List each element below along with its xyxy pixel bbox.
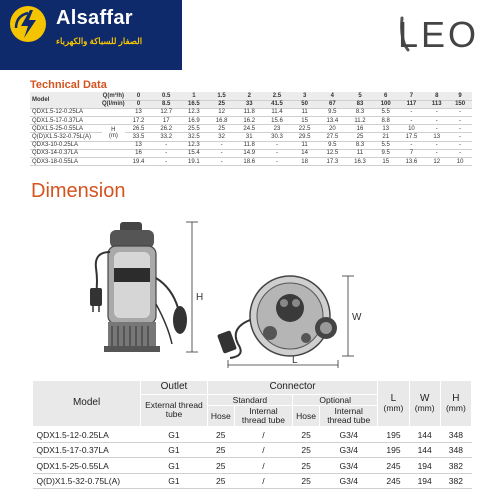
table-row bbox=[33, 442, 472, 458]
table-cell: - bbox=[448, 117, 472, 125]
table-cell: 22.5 bbox=[291, 125, 319, 133]
table-cell bbox=[102, 141, 125, 149]
table-cell bbox=[102, 149, 125, 157]
table-cell: 19.4 bbox=[125, 158, 153, 166]
table-cell: 17.5 bbox=[398, 133, 426, 141]
model-name: QDX1.5-25-0.55LA bbox=[30, 125, 102, 133]
flow-value: 2 bbox=[235, 92, 263, 100]
flow-value: 100 bbox=[374, 100, 398, 108]
table-cell: 23 bbox=[263, 125, 291, 133]
h-dimension-line bbox=[186, 222, 198, 352]
flow-value: 9 bbox=[448, 92, 472, 100]
table-cell: - bbox=[152, 158, 180, 166]
table-row bbox=[30, 117, 472, 125]
model-name: QDX3-14-0.37LA bbox=[30, 149, 102, 157]
table-cell: 25 bbox=[207, 427, 234, 443]
table-cell: 31 bbox=[235, 133, 263, 141]
table-cell: 33.5 bbox=[125, 133, 153, 141]
table-cell: 16.8 bbox=[208, 117, 236, 125]
table-cell: 16.3 bbox=[346, 158, 374, 166]
flow-value: 3 bbox=[291, 92, 319, 100]
table-cell: 32.5 bbox=[180, 133, 208, 141]
table-cell: - bbox=[263, 141, 291, 149]
dim-connector-header: Connector bbox=[207, 381, 378, 395]
table-cell: 16.9 bbox=[180, 117, 208, 125]
w-label: W bbox=[352, 312, 362, 323]
table-cell: 26.5 bbox=[125, 125, 153, 133]
table-cell: 25.5 bbox=[180, 125, 208, 133]
table-cell: 348 bbox=[440, 442, 471, 458]
table-cell: 10 bbox=[448, 158, 472, 166]
table-cell: 348 bbox=[440, 427, 471, 443]
dim-h-header: H (mm) bbox=[440, 381, 471, 427]
flow-value: 0 bbox=[125, 100, 153, 108]
table-row bbox=[33, 427, 472, 443]
flow-value: 25 bbox=[208, 100, 236, 108]
table-cell: / bbox=[234, 427, 292, 443]
table-cell: G1 bbox=[141, 458, 208, 474]
table-cell: - bbox=[448, 108, 472, 116]
table-cell: 194 bbox=[409, 473, 440, 489]
dim-outlet-sub-header: External thread tube bbox=[141, 394, 208, 427]
table-cell: 8.3 bbox=[346, 141, 374, 149]
brand-logo-icon bbox=[10, 6, 46, 42]
table-cell: 382 bbox=[440, 458, 471, 474]
table-cell: - bbox=[398, 108, 426, 116]
table-cell: 11 bbox=[291, 141, 319, 149]
flow-value: 8.5 bbox=[152, 100, 180, 108]
flow-value: 1.5 bbox=[208, 92, 236, 100]
table-cell: - bbox=[425, 108, 448, 116]
table-cell: 13 bbox=[125, 141, 153, 149]
table-cell: 11 bbox=[346, 149, 374, 157]
table-cell: - bbox=[448, 149, 472, 157]
table-cell bbox=[102, 108, 125, 116]
table-cell: G3/4 bbox=[320, 427, 378, 443]
table-row bbox=[30, 133, 472, 141]
table-cell: 29.5 bbox=[291, 133, 319, 141]
table-cell: 144 bbox=[409, 427, 440, 443]
flow-value: 8 bbox=[425, 92, 448, 100]
flow-unit-label: Q(l/min) bbox=[102, 101, 125, 108]
brand-tagline: الصفار للسباكة والكهرباء bbox=[56, 36, 143, 46]
flow-value: 7 bbox=[398, 92, 426, 100]
table-cell: 11.2 bbox=[346, 117, 374, 125]
table-cell: 9.5 bbox=[318, 141, 346, 149]
flow-value: 5 bbox=[346, 92, 374, 100]
model-name: QDX1.5-12-0.25LA bbox=[33, 427, 141, 443]
dim-optional-header: Optional bbox=[293, 394, 378, 406]
table-cell: 195 bbox=[378, 427, 409, 443]
table-cell: - bbox=[448, 133, 472, 141]
table-cell: / bbox=[234, 458, 292, 474]
table-cell: 25 bbox=[293, 458, 320, 474]
model-name: Q(D)X1.5-32-0.75L(A) bbox=[33, 473, 141, 489]
brand-name: Alsaffar bbox=[56, 7, 133, 29]
table-cell: 17.3 bbox=[318, 158, 346, 166]
table-cell: - bbox=[398, 117, 426, 125]
dim-outlet-header: Outlet bbox=[141, 381, 208, 395]
table-cell: 18.6 bbox=[235, 158, 263, 166]
model-name: QDX1.5-25-0.55LA bbox=[33, 458, 141, 474]
model-name: QDX3-10-0.25LA bbox=[30, 141, 102, 149]
table-cell: 13.6 bbox=[398, 158, 426, 166]
table-cell: 8.8 bbox=[374, 117, 398, 125]
table-cell: 17.2 bbox=[125, 117, 153, 125]
table-cell: - bbox=[152, 141, 180, 149]
table-cell: G3/4 bbox=[320, 442, 378, 458]
table-cell: - bbox=[448, 125, 472, 133]
table-cell: 18 bbox=[291, 158, 319, 166]
l-label: L bbox=[292, 355, 298, 366]
table-cell: 27.5 bbox=[318, 133, 346, 141]
technical-data-table bbox=[30, 92, 472, 166]
table-cell: 12.3 bbox=[180, 108, 208, 116]
tech-header-row bbox=[30, 92, 472, 100]
pump-dimension-drawing bbox=[80, 208, 380, 368]
table-cell: 11.4 bbox=[263, 108, 291, 116]
dim-internal-header-optional: Internal thread tube bbox=[320, 406, 378, 427]
table-cell: / bbox=[234, 473, 292, 489]
table-cell: 11.8 bbox=[235, 141, 263, 149]
table-cell: 13 bbox=[374, 125, 398, 133]
table-cell: 12.7 bbox=[152, 108, 180, 116]
dim-standard-header: Standard bbox=[207, 394, 292, 406]
table-cell: 194 bbox=[409, 458, 440, 474]
table-row bbox=[30, 125, 472, 133]
table-cell: - bbox=[425, 149, 448, 157]
table-cell: G1 bbox=[141, 442, 208, 458]
table-cell: 25 bbox=[346, 133, 374, 141]
table-cell: 30.3 bbox=[263, 133, 291, 141]
dim-w-header: W (mm) bbox=[409, 381, 440, 427]
table-cell: 15.4 bbox=[180, 149, 208, 157]
table-row bbox=[33, 458, 472, 474]
flow-value: 1 bbox=[180, 92, 208, 100]
table-cell: - bbox=[448, 141, 472, 149]
table-cell: 33.2 bbox=[152, 133, 180, 141]
flow-value: 33 bbox=[235, 100, 263, 108]
tech-model-header: Model bbox=[30, 92, 102, 108]
flow-value: 16.5 bbox=[180, 100, 208, 108]
table-cell: - bbox=[263, 149, 291, 157]
flow-value: 6 bbox=[374, 92, 398, 100]
table-cell: - bbox=[152, 149, 180, 157]
table-cell: 15 bbox=[374, 158, 398, 166]
table-cell: 13 bbox=[125, 108, 153, 116]
table-cell: 20 bbox=[318, 125, 346, 133]
flow-value: 2.5 bbox=[263, 92, 291, 100]
technical-data-title: Technical Data bbox=[30, 79, 107, 91]
table-row bbox=[33, 473, 472, 489]
flow-value: 67 bbox=[318, 100, 346, 108]
table-cell: 25 bbox=[207, 473, 234, 489]
table-row bbox=[30, 108, 472, 116]
table-cell: 15.6 bbox=[263, 117, 291, 125]
table-cell: 16 bbox=[346, 125, 374, 133]
dim-internal-header: Internal thread tube bbox=[234, 406, 292, 427]
l-dimension-line bbox=[228, 360, 338, 368]
table-cell: G3/4 bbox=[320, 458, 378, 474]
model-name: QDX1.5-17-0.37LA bbox=[30, 117, 102, 125]
table-row bbox=[30, 149, 472, 157]
table-cell: G1 bbox=[141, 473, 208, 489]
table-cell bbox=[102, 117, 125, 125]
table-cell: 382 bbox=[440, 473, 471, 489]
table-cell: 13.4 bbox=[318, 117, 346, 125]
table-cell: 195 bbox=[378, 442, 409, 458]
table-cell: 5.5 bbox=[374, 108, 398, 116]
pump-top-view bbox=[217, 276, 337, 358]
table-cell: - bbox=[398, 141, 426, 149]
table-cell: 15 bbox=[291, 117, 319, 125]
table-cell: 25 bbox=[293, 473, 320, 489]
table-cell: 14.9 bbox=[235, 149, 263, 157]
table-cell: 25 bbox=[293, 442, 320, 458]
table-cell: / bbox=[234, 442, 292, 458]
table-cell: 11 bbox=[291, 108, 319, 116]
flow-value: 4 bbox=[318, 92, 346, 100]
table-cell: - bbox=[263, 158, 291, 166]
table-cell: - bbox=[425, 141, 448, 149]
table-cell: 8.3 bbox=[346, 108, 374, 116]
table-cell: 144 bbox=[409, 442, 440, 458]
table-cell: 25 bbox=[207, 442, 234, 458]
table-cell: 12.3 bbox=[180, 141, 208, 149]
table-cell: 7 bbox=[398, 149, 426, 157]
flow-value: 150 bbox=[448, 100, 472, 108]
table-cell: G3/4 bbox=[320, 473, 378, 489]
flow-unit-label: Q(m³/h) bbox=[102, 92, 124, 99]
table-cell: 9.5 bbox=[374, 149, 398, 157]
table-cell: 25 bbox=[208, 125, 236, 133]
table-cell: 12 bbox=[208, 108, 236, 116]
table-row bbox=[30, 158, 472, 166]
table-cell: 25 bbox=[207, 458, 234, 474]
table-cell: 245 bbox=[378, 458, 409, 474]
table-cell: 25 bbox=[293, 427, 320, 443]
brand-banner bbox=[0, 0, 182, 70]
table-cell: - bbox=[208, 158, 236, 166]
dimension-title: Dimension bbox=[31, 180, 126, 202]
table-cell: 32 bbox=[208, 133, 236, 141]
table-cell: 21 bbox=[374, 133, 398, 141]
table-cell: 26.2 bbox=[152, 125, 180, 133]
table-cell: - bbox=[425, 125, 448, 133]
table-cell: - bbox=[208, 141, 236, 149]
dim-model-header: Model bbox=[33, 381, 141, 427]
model-name: QDX1.5-17-0.37LA bbox=[33, 442, 141, 458]
table-row bbox=[30, 141, 472, 149]
table-cell: 11.8 bbox=[235, 108, 263, 116]
flow-value: 0 bbox=[125, 92, 153, 100]
table-cell: 10 bbox=[398, 125, 426, 133]
dim-hose-header-optional: Hose bbox=[293, 406, 320, 427]
table-cell: 245 bbox=[378, 473, 409, 489]
dim-l-header: L (mm) bbox=[378, 381, 409, 427]
pump-side-view bbox=[90, 222, 187, 352]
table-cell: 24.5 bbox=[235, 125, 263, 133]
model-name: QDX3-18-0.55LA bbox=[30, 158, 102, 166]
dimension-table bbox=[32, 380, 472, 489]
table-cell: - bbox=[208, 149, 236, 157]
model-name: Q(D)X1.5-32-0.75L(A) bbox=[30, 133, 102, 141]
table-cell: 13 bbox=[425, 133, 448, 141]
model-name: QDX1.5-12-0.25LA bbox=[30, 108, 102, 116]
dim-hose-header: Hose bbox=[207, 406, 234, 427]
table-cell: 16.2 bbox=[235, 117, 263, 125]
flow-value: 83 bbox=[346, 100, 374, 108]
table-cell: 9.5 bbox=[318, 108, 346, 116]
table-cell: 16 bbox=[125, 149, 153, 157]
h-label: H bbox=[196, 292, 204, 303]
table-cell: 5.5 bbox=[374, 141, 398, 149]
flow-value: 113 bbox=[425, 100, 448, 108]
table-cell: 17 bbox=[152, 117, 180, 125]
head-label: H (m) bbox=[102, 125, 125, 141]
table-cell: 14 bbox=[291, 149, 319, 157]
table-cell bbox=[102, 158, 125, 166]
flow-value: 50 bbox=[291, 100, 319, 108]
flow-value: 117 bbox=[398, 100, 426, 108]
flow-value: 41.5 bbox=[263, 100, 291, 108]
table-cell: 12 bbox=[425, 158, 448, 166]
table-cell: 12.5 bbox=[318, 149, 346, 157]
table-cell: G1 bbox=[141, 427, 208, 443]
partner-logo: LEO bbox=[398, 14, 480, 55]
flow-value: 0.5 bbox=[152, 92, 180, 100]
table-cell: 19.1 bbox=[180, 158, 208, 166]
table-cell: - bbox=[425, 117, 448, 125]
